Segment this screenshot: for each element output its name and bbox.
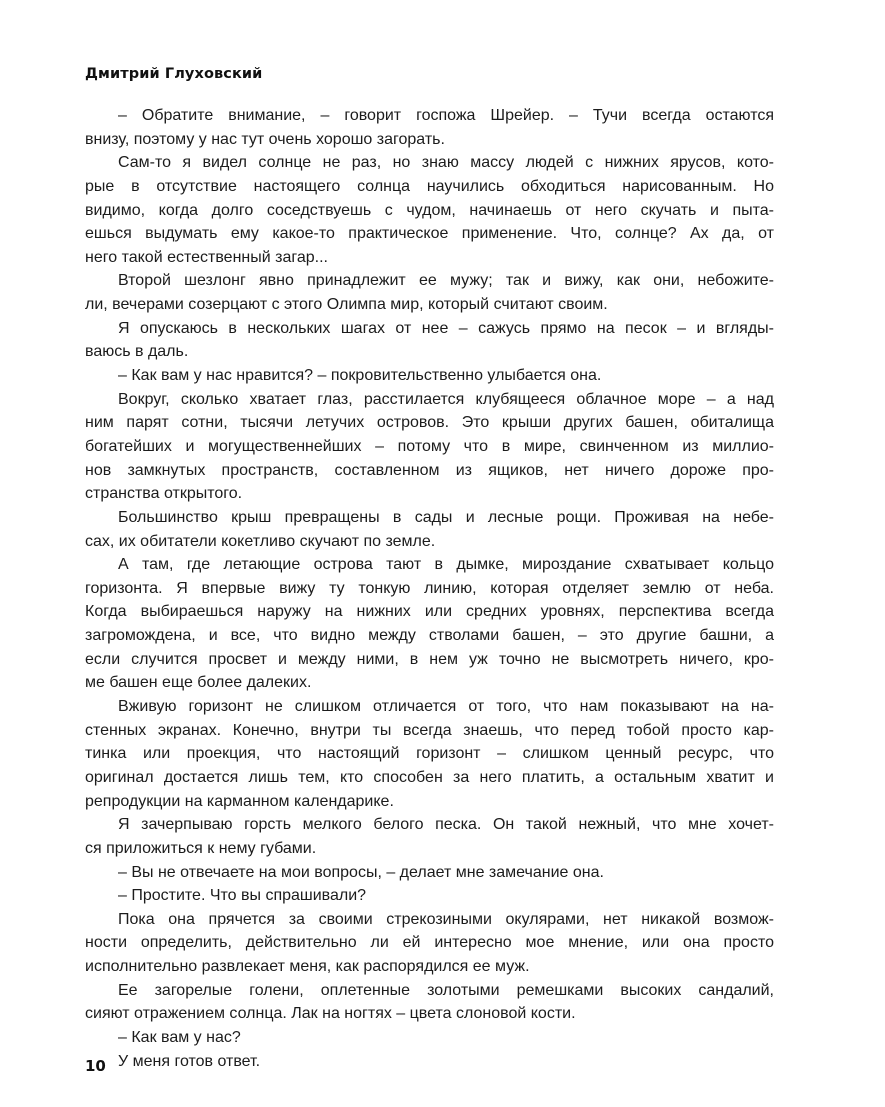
text-line: – Как вам у нас нравится? – покровительственно улыбается она. bbox=[118, 367, 602, 385]
text-line: – Вы не отвечаете на мои вопросы, – делает мне замечание она. bbox=[118, 863, 604, 881]
text-line: – Обратите внимание, – говорит госпожа Шрейер. – Тучи всегда остаются bbox=[118, 107, 774, 124]
text-line: Второй шезлонг явно принадлежит ее мужу; так и вижу, как они, небожите- bbox=[118, 272, 774, 290]
text-line: ли, вечерами созерцают с этого Олимпа мир, который считают своим. bbox=[85, 296, 608, 314]
text-line: тинка или проекция, что настоящий горизонт – слишком ценный ресурс, что bbox=[85, 745, 774, 763]
text-line: Вживую горизонт не слишком отличается от того, что нам показывают на на- bbox=[118, 698, 774, 716]
text-line: нов замкнутых пространств, составленном из ящиков, нет ничего дороже про- bbox=[85, 461, 774, 479]
text-line: ся приложиться к нему губами. bbox=[85, 839, 317, 857]
text-line: внизу, поэтому у нас тут очень хорошо загорать. bbox=[85, 130, 445, 148]
text-line: Я зачерпываю горсть мелкого белого песка. Он такой нежный, что мне хочет- bbox=[118, 816, 774, 834]
text-line: рые в отсутствие настоящего солнца научились обходиться нарисованным. Но bbox=[85, 177, 774, 195]
text-line: Ее загорелые голени, оплетенные золотыми ремешками высоких сандалий, bbox=[118, 981, 774, 999]
text-line: загромождена, и все, что видно между стволами башен, – это другие башни, а bbox=[85, 627, 774, 645]
text-line: странства открытого. bbox=[85, 485, 243, 503]
text-line: сияют отражением солнца. Лак на ногтях – цвета слоновой кости. bbox=[85, 1005, 576, 1023]
text-line: Когда выбираешься наружу на нижних или средних уровнях, перспектива всегда bbox=[85, 603, 774, 621]
text-line: ним парят сотни, тысячи летучих островов. Это крыши других башен, обиталища bbox=[85, 414, 774, 432]
text-line: Сам-то я видел солнце не раз, но знаю массу людей с нижних ярусов, кото- bbox=[118, 154, 774, 172]
text-line: ешься выдумать ему какое-то практическое применение. Что, солнце? Ах да, от bbox=[85, 225, 774, 243]
text-line: Большинство крыш превращены в сады и лесные рощи. Проживая на небе- bbox=[118, 508, 774, 526]
text-line: А там, где летающие острова тают в дымке, мироздание схватывает кольцо bbox=[118, 556, 774, 574]
text-line: если случится просвет и между ними, в нем уж точно не высмотреть ничего, кро- bbox=[85, 650, 774, 668]
text-line: богатейших и могущественнейших – потому что в мире, свинченном из миллио- bbox=[85, 437, 774, 455]
text-line: него такой естественный загар... bbox=[85, 248, 328, 266]
body-text bbox=[85, 104, 774, 1073]
text-line: – Простите. Что вы спрашивали? bbox=[118, 887, 367, 905]
text-line: оригинал достается лишь тем, кто способен за него платить, а остальным хватит и bbox=[85, 768, 774, 786]
text-line: репродукции на карманном календарике. bbox=[85, 792, 394, 810]
text-line: – Как вам у нас? bbox=[118, 1028, 241, 1046]
text-line: Пока она прячется за своими стрекозиными окулярами, нет никакой возмож- bbox=[118, 910, 774, 928]
text-line: горизонта. Я впервые вижу ту тонкую линию, которая отделяет землю от неба. bbox=[85, 579, 774, 597]
text-line: У меня готов ответ. bbox=[118, 1052, 261, 1070]
text-line: стенных экранах. Конечно, внутри ты всегда знаешь, что перед тобой просто кар- bbox=[85, 721, 774, 739]
text-line: видимо, когда долго соседствуешь с чудом, начинаешь от него скучать и пыта- bbox=[85, 201, 774, 219]
running-head-author: Дмитрий Глуховский bbox=[85, 66, 263, 82]
text-line: ме башен еще более далеких. bbox=[85, 674, 312, 692]
text-line: Вокруг, сколько хватает глаз, расстилается клубящееся облачное море – а над bbox=[118, 390, 774, 408]
text-line: Я опускаюсь в нескольких шагах от нее – сажусь прямо на песок – и вгляды- bbox=[118, 319, 774, 337]
text-line: ности определить, действительно ли ей интересно мое мнение, или она просто bbox=[85, 934, 774, 952]
text-line: сах, их обитатели кокетливо скучают по земле. bbox=[85, 532, 436, 550]
page-number: 10 bbox=[85, 1057, 106, 1075]
text-line: ваюсь в даль. bbox=[85, 343, 189, 361]
text-line: исполнительно развлекает меня, как распорядился ее муж. bbox=[85, 958, 530, 976]
